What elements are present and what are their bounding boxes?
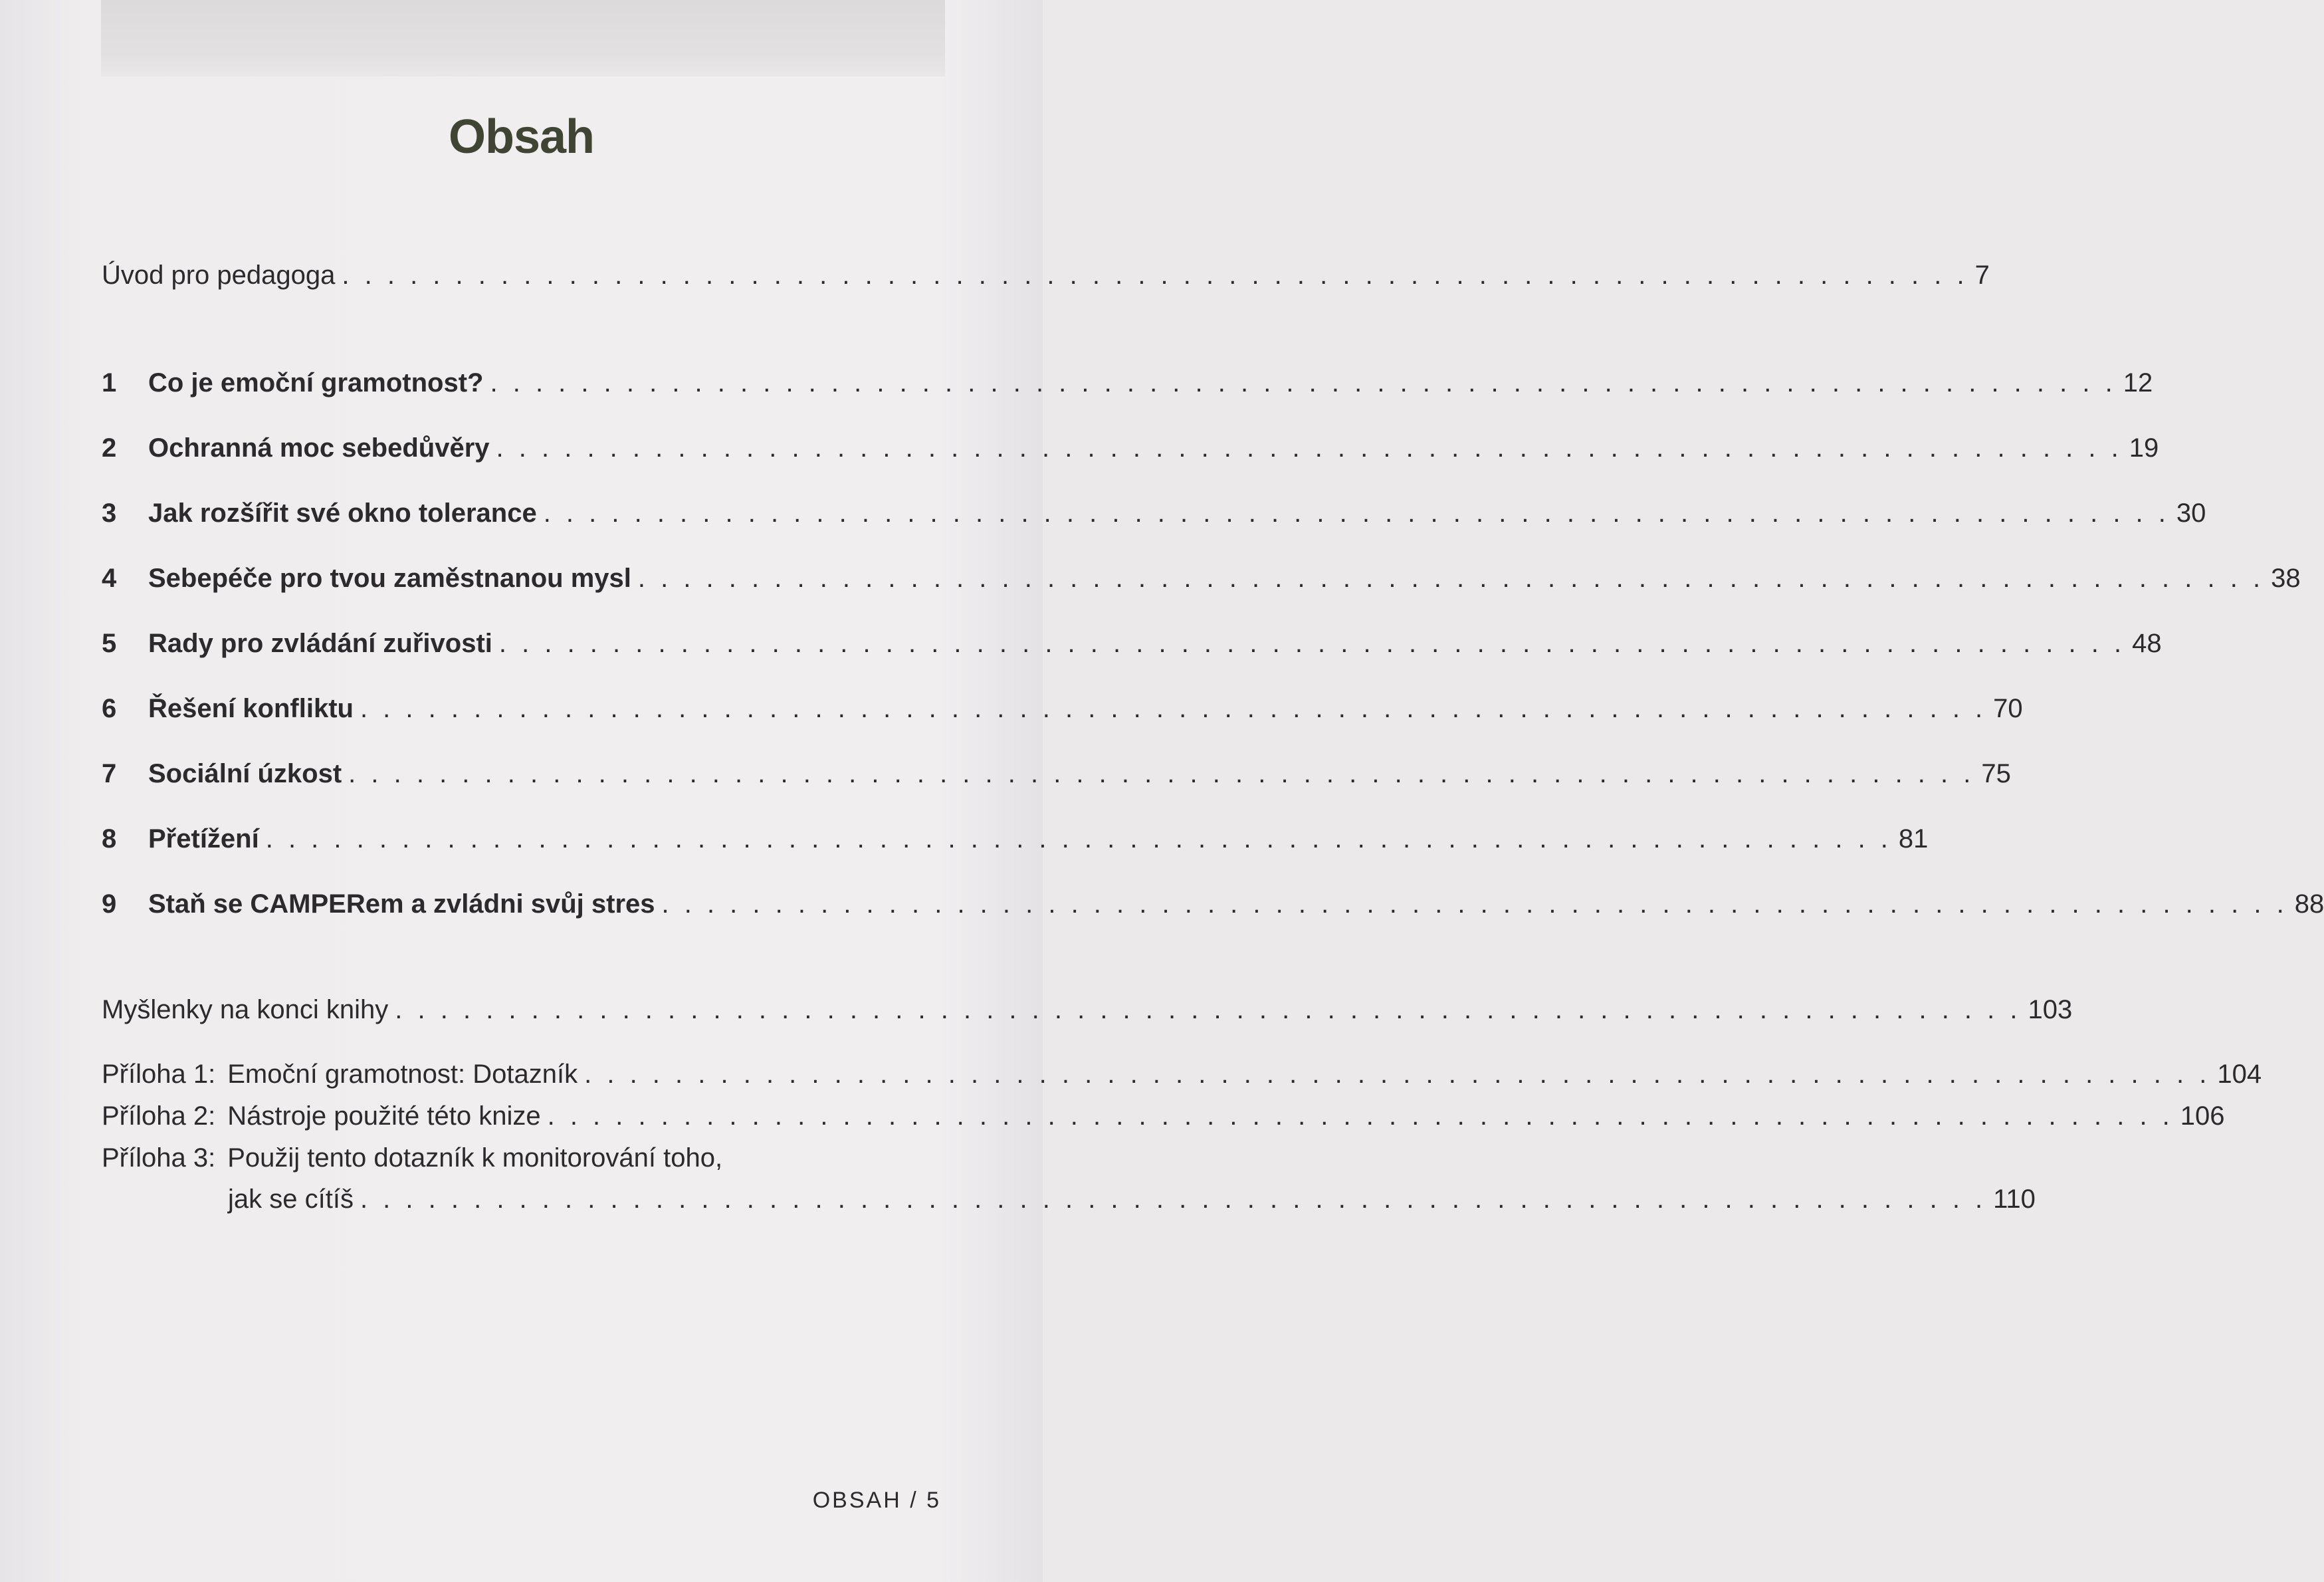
toc-entry-label: Ochranná moc sebedůvěry [148,433,490,463]
toc-entry-afterword[interactable] [102,994,2073,1026]
dot-leader [638,562,2264,594]
toc-entry-chapter-1[interactable] [102,367,2153,399]
chapter-number: 4 [102,564,117,593]
dot-leader [496,432,2123,464]
dot-leader [348,758,1974,790]
dot-leader [266,823,1892,855]
toc-entry-appendix-2[interactable] [102,1100,2225,1132]
toc-entry-label: Rady pro zvládání zuřivosti [148,629,492,658]
toc-page-number: 81 [1898,824,1929,853]
dot-leader [360,693,1986,725]
toc-entry-appendix-1[interactable] [102,1058,2262,1090]
top-image-band [101,0,945,76]
appendix-prefix: Příloha 1: [102,1060,216,1089]
toc-entry-label: Staň se CAMPERem a zvládni svůj stres [148,889,655,919]
toc-entry-label: Řešení konfliktu [148,694,354,723]
toc-entry-chapter-4[interactable] [102,562,2301,594]
toc-entry-label-continuation: jak se cítíš [228,1185,354,1214]
toc-page-number: 104 [2217,1060,2262,1089]
toc-entry-appendix-3-continuation[interactable] [102,1183,2036,1215]
chapter-number: 3 [102,499,117,528]
toc-entry-label: Sociální úzkost [148,759,342,788]
toc-entry-chapter-8[interactable] [102,823,1929,855]
dot-leader [548,1100,2174,1132]
toc-entry-intro[interactable] [102,259,1990,291]
toc-entry-label: Co je emoční gramotnost? [148,368,484,397]
dot-leader [360,1183,1986,1215]
toc-page-number: 30 [2176,499,2206,528]
toc-entry-label: Emoční gramotnost: Dotazník [227,1060,578,1089]
toc-page-number: 75 [1981,759,2011,788]
toc-page-number: 12 [2123,368,2153,397]
toc-page-number: 38 [2271,564,2301,593]
appendix-prefix: Příloha 2: [102,1101,216,1131]
toc-entry-chapter-2[interactable] [102,432,2159,464]
toc-page-number: 103 [2028,995,2073,1024]
dot-leader [499,627,2125,659]
toc-page-number: 88 [2294,889,2324,919]
toc-page-number: 110 [1993,1185,2036,1214]
toc-page-number: 106 [2180,1101,2225,1131]
page-footer: OBSAH / 5 [812,1488,941,1513]
toc-entry-label: Myšlenky na konci knihy [102,995,389,1024]
dot-leader [395,994,2021,1026]
toc-entry-appendix-3[interactable] [102,1142,939,1174]
toc-entry-chapter-6[interactable] [102,693,2023,725]
toc-page-number: 7 [1974,261,1990,290]
toc-entry-chapter-5[interactable] [102,627,2162,659]
toc-page-number: 19 [2129,433,2159,463]
chapter-number: 6 [102,694,117,723]
page-title: Obsah [448,110,595,164]
toc-entry-label: Přetížení [148,824,259,853]
toc-page-number: 70 [1993,694,2023,723]
chapter-number: 9 [102,889,117,919]
appendix-prefix: Příloha 3: [102,1143,216,1173]
toc-entry-label: Sebepéče pro tvou zaměstnanou mysl [148,564,631,593]
chapter-number: 2 [102,433,117,463]
dot-leader [342,259,1968,291]
chapter-number: 5 [102,629,117,658]
toc-entry-label: Nástroje použité této knize [227,1101,541,1131]
toc-entry-label: Použij tento dotazník k monitorování toho, [227,1143,723,1173]
dot-leader [490,367,2117,399]
toc-entry-chapter-9[interactable] [102,888,2324,920]
dot-leader [544,497,2170,529]
chapter-number: 1 [102,368,117,397]
toc-page-number: 48 [2132,629,2162,658]
chapter-number: 7 [102,759,117,788]
chapter-number: 8 [102,824,117,853]
dot-leader [584,1058,2210,1090]
toc-entry-chapter-7[interactable] [102,758,2011,790]
toc-entry-label: Úvod pro pedagoga [102,261,336,290]
toc-entry-chapter-3[interactable] [102,497,2206,529]
dot-leader [662,888,2288,920]
toc-entry-label: Jak rozšířit své okno tolerance [148,499,537,528]
